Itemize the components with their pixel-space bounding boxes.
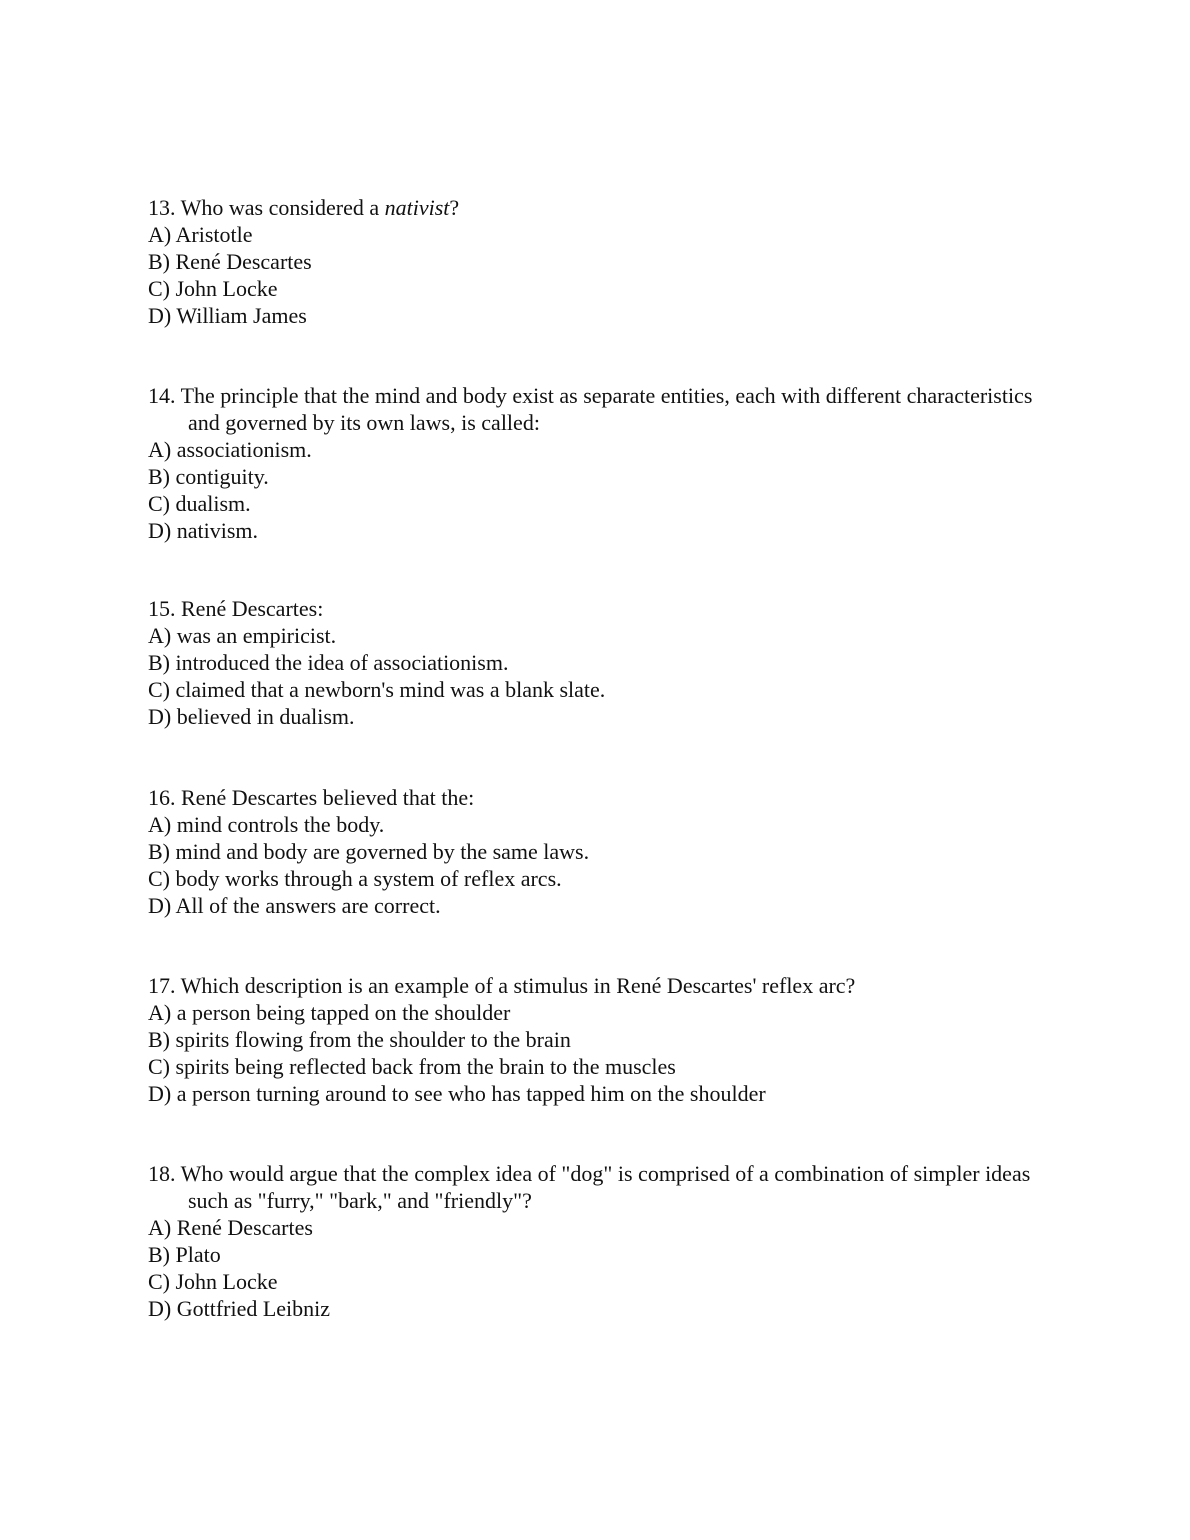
question-13-stem-text: 13. Who was considered a [148,195,385,220]
question-18-option-c: C) John Locke [148,1269,278,1294]
question-13-option-c: C) John Locke [148,276,278,301]
question-14-stem: 14. The principle that the mind and body exist as separate entities, each with different characteristics and governed by its own laws, is called: [148,383,1033,435]
question-13 [148,194,1068,329]
question-16 [148,784,1068,919]
question-15-option-b: B) introduced the idea of associationism. [148,650,509,675]
question-13-option-d: D) William James [148,303,307,328]
question-17-stem: 17. Which description is an example of a stimulus in René Descartes' reflex arc? [148,973,856,998]
question-17 [148,972,1068,1107]
question-14-option-c: C) dualism. [148,491,251,516]
question-15-option-c: C) claimed that a newborn's mind was a blank slate. [148,677,606,702]
question-14-option-a: A) associationism. [148,437,312,462]
question-15 [148,595,1068,730]
question-13-stem [148,194,1068,221]
question-17-option-d: D) a person turning around to see who has tapped him on the shoulder [148,1081,766,1106]
question-15-stem: 15. René Descartes: [148,596,324,621]
question-13-option-a: A) Aristotle [148,222,253,247]
question-13-stem-end: ? [449,195,460,220]
question-13-option-b: B) René Descartes [148,249,312,274]
question-15-option-a: A) was an empiricist. [148,623,337,648]
question-16-option-c: C) body works through a system of reflex arcs. [148,866,562,891]
question-18-option-a: A) René Descartes [148,1215,313,1240]
question-14-option-d: D) nativism. [148,518,258,543]
question-16-option-d: D) All of the answers are correct. [148,893,441,918]
question-14 [148,382,1068,544]
question-14-option-b: B) contiguity. [148,464,269,489]
question-16-option-a: A) mind controls the body. [148,812,385,837]
question-16-stem: 16. René Descartes believed that the: [148,785,475,810]
question-18-stem: 18. Who would argue that the complex idea of "dog" is comprised of a combination of simpler ideas such as "furry," "bark," and "friendly"? [148,1161,1031,1213]
question-17-option-b: B) spirits flowing from the shoulder to the brain [148,1027,571,1052]
question-17-option-c: C) spirits being reflected back from the brain to the muscles [148,1054,676,1079]
question-17-option-a: A) a person being tapped on the shoulder [148,1000,511,1025]
question-13-stem-italic: nativist [384,195,450,220]
question-18 [148,1160,1068,1322]
question-18-option-b: B) Plato [148,1242,221,1267]
question-18-option-d: D) Gottfried Leibniz [148,1296,331,1321]
question-16-option-b: B) mind and body are governed by the same laws. [148,839,590,864]
question-15-option-d: D) believed in dualism. [148,704,355,729]
